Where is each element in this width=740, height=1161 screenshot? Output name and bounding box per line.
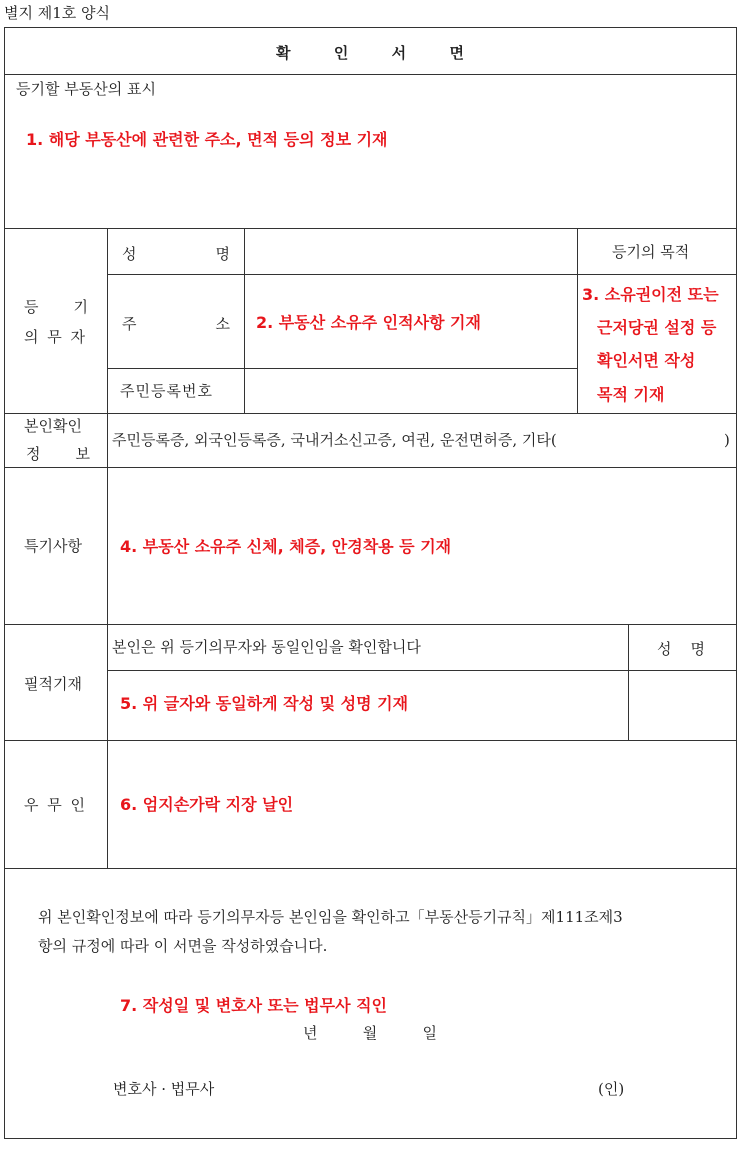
divider (107, 274, 737, 275)
confirmation-text-line2: 항의 규정에 따라 이 서면을 작성하였습니다. (38, 937, 328, 955)
date-unit: 일 (422, 1024, 437, 1042)
address-note: 2. 부동산 소유주 인적사항 기재 (256, 313, 481, 332)
label-char: 등 (24, 298, 39, 316)
label-char: 소 (215, 315, 230, 333)
label-char: 성 (122, 245, 137, 263)
confirmation-text-line1: 위 본인확인정보에 따라 등기의무자등 본인임을 확인하고「부동산등기규칙」제111조제3 (38, 908, 623, 926)
identity-documents: 주민등록증, 외국인등록증, 국내거소신고증, 여권, 운전면허증, 기타( (112, 431, 557, 449)
label-char: 주 (122, 315, 137, 333)
label-char: 정 (26, 445, 41, 463)
remarks-note: 4. 부동산 소유주 신체, 체증, 안경착용 등 기재 (120, 537, 452, 556)
name-label (122, 243, 230, 264)
title-char: 인 (333, 44, 349, 62)
obligor-label-line1 (24, 296, 88, 317)
confirmation-note: 7. 작성일 및 변호사 또는 법무사 직인 (120, 996, 388, 1015)
document-title (276, 42, 464, 63)
purpose-note-line2: 근저당권 설정 등 (597, 318, 717, 337)
title-char: 확 (276, 44, 291, 62)
border-top (4, 27, 737, 28)
property-label: 등기할 부동산의 표시 (16, 80, 156, 98)
address-label (122, 313, 230, 334)
date-unit: 년 (303, 1024, 318, 1042)
border-bottom (4, 1138, 737, 1139)
resident-number-label: 주민등록번호 (120, 382, 213, 400)
label-char: 보 (75, 445, 90, 463)
handwriting-name-label (657, 638, 705, 659)
purpose-note-line4: 목적 기재 (597, 385, 665, 404)
divider (107, 368, 577, 369)
seal-label: (인) (598, 1080, 625, 1098)
thumbprint-note: 6. 엄지손가락 지장 날인 (120, 795, 294, 814)
date-line (303, 1022, 437, 1043)
property-note: 1. 해당 부동산에 관련한 주소, 면적 등의 정보 기재 (26, 130, 388, 149)
divider (4, 740, 737, 741)
obligor-label-line2: 의 무 자 (24, 328, 88, 346)
form-number-label: 별지 제1호 양식 (4, 4, 111, 22)
divider (4, 74, 737, 75)
thumbprint-label: 우 무 인 (24, 796, 88, 814)
divider (577, 228, 578, 413)
divider (628, 624, 629, 740)
divider (107, 670, 737, 671)
label-char: 명 (215, 245, 230, 263)
signer-label: 변호사 · 법무사 (113, 1080, 215, 1098)
date-unit: 월 (362, 1024, 378, 1042)
remarks-label: 특기사항 (24, 537, 82, 555)
handwriting-statement: 본인은 위 등기의무자와 동일인임을 확인합니다 (112, 638, 421, 656)
border-right (736, 27, 737, 1139)
divider (4, 413, 737, 414)
divider (4, 467, 737, 468)
label-char: 성 (657, 640, 672, 658)
title-char: 서 (391, 44, 407, 62)
handwriting-note: 5. 위 글자와 동일하게 작성 및 성명 기재 (120, 694, 409, 713)
purpose-note-line3: 확인서면 작성 (597, 351, 696, 370)
divider (4, 868, 737, 869)
identity-close-paren: ) (724, 431, 730, 449)
divider (107, 228, 108, 868)
title-char: 면 (449, 44, 464, 62)
label-char: 명 (690, 640, 705, 658)
identity-label-line2 (26, 443, 90, 464)
divider (4, 228, 737, 229)
label-char: 기 (73, 298, 88, 316)
handwriting-label: 필적기재 (24, 675, 82, 693)
border-left (4, 27, 5, 1139)
divider (244, 228, 245, 413)
identity-label-line1: 본인확인 (24, 417, 82, 435)
purpose-note-line1: 3. 소유권이전 또는 (582, 285, 719, 304)
purpose-label: 등기의 목적 (612, 243, 690, 261)
